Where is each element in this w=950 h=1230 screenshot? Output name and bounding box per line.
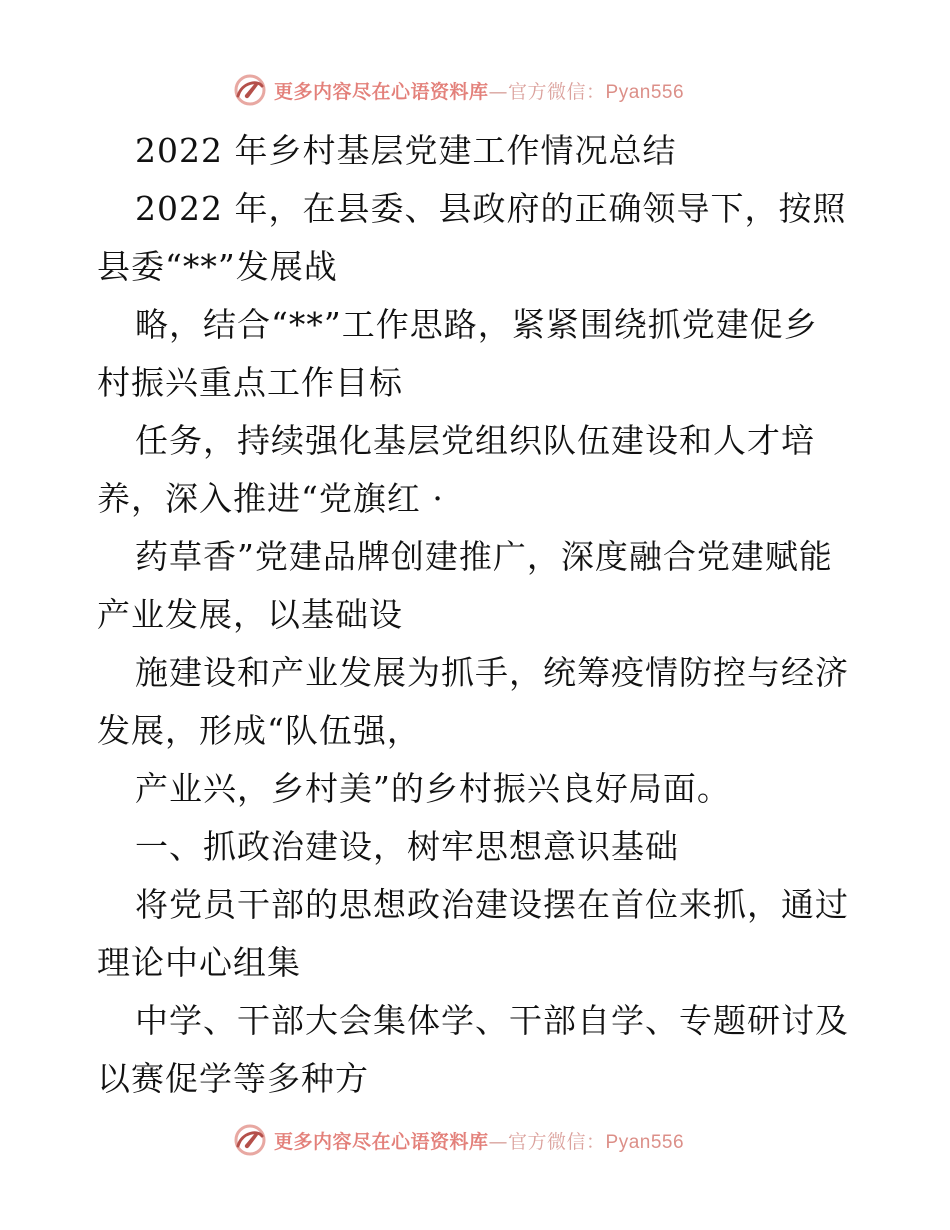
paragraph-line: 2022 年乡村基层党建工作情况总结 xyxy=(135,131,677,170)
paragraph xyxy=(97,818,857,876)
paragraph-line: 2022 年，在县委、县政府的正确领导下，按照 xyxy=(135,189,847,228)
paragraph-line: 产业兴，乡村美”的乡村振兴良好局面。 xyxy=(135,769,731,808)
watermark-wechat-id: Pyan556 xyxy=(605,1131,685,1153)
paragraph-line: 药草香”党建品牌创建推广，深度融合党建赋能 xyxy=(135,537,833,576)
watermark-text xyxy=(274,77,684,104)
pen-nib-swirl-icon xyxy=(232,1122,268,1158)
paragraph-line: 略，结合“**”工作思路，紧紧围绕抓党建促乡 xyxy=(135,305,818,344)
paragraph-line: 将党员干部的思想政治建设摆在首位来抓，通过 xyxy=(135,885,849,924)
watermark-brand: 更多内容尽在心语资料库 xyxy=(274,1130,489,1153)
paragraph-continuation-line: 以赛促学等多种方 xyxy=(97,1059,369,1098)
paragraph xyxy=(97,180,857,296)
watermark-separator: — xyxy=(488,1130,509,1153)
paragraph xyxy=(97,992,857,1108)
paragraph-continuation-line: 养，深入推进“党旗红 · xyxy=(97,479,444,518)
paragraph xyxy=(97,412,857,528)
watermark-brand: 更多内容尽在心语资料库 xyxy=(274,80,489,103)
watermark-text xyxy=(274,1127,684,1154)
paragraph xyxy=(97,122,857,180)
paragraph-line: 中学、干部大会集体学、干部自学、专题研讨及 xyxy=(135,1001,849,1040)
paragraph-continuation-line: 村振兴重点工作目标 xyxy=(97,363,403,402)
watermark-wechat-label: 官方微信： xyxy=(508,1130,606,1153)
paragraph-continuation-line: 发展，形成“队伍强， xyxy=(97,711,421,750)
watermark-wechat-id: Pyan556 xyxy=(605,81,685,103)
paragraph xyxy=(97,644,857,760)
paragraph xyxy=(97,296,857,412)
paragraph-continuation-line: 产业发展，以基础设 xyxy=(97,595,403,634)
paragraph-line: 施建设和产业发展为抓手，统筹疫情防控与经济 xyxy=(135,653,849,692)
watermark-footer xyxy=(232,1120,684,1160)
watermark-separator: — xyxy=(488,80,509,103)
pen-nib-swirl-icon xyxy=(232,72,268,108)
paragraph xyxy=(97,528,857,644)
paragraph-continuation-line: 理论中心组集 xyxy=(97,943,301,982)
paragraph-line: 一、抓政治建设，树牢思想意识基础 xyxy=(135,827,679,866)
paragraph-line: 任务，持续强化基层党组织队伍建设和人才培 xyxy=(135,421,815,460)
paragraph xyxy=(97,876,857,992)
watermark-header xyxy=(232,70,684,110)
watermark-wechat-label: 官方微信： xyxy=(508,80,606,103)
document-body xyxy=(97,122,857,1108)
paragraph-continuation-line: 县委“**”发展战 xyxy=(97,247,338,286)
paragraph xyxy=(97,760,857,818)
